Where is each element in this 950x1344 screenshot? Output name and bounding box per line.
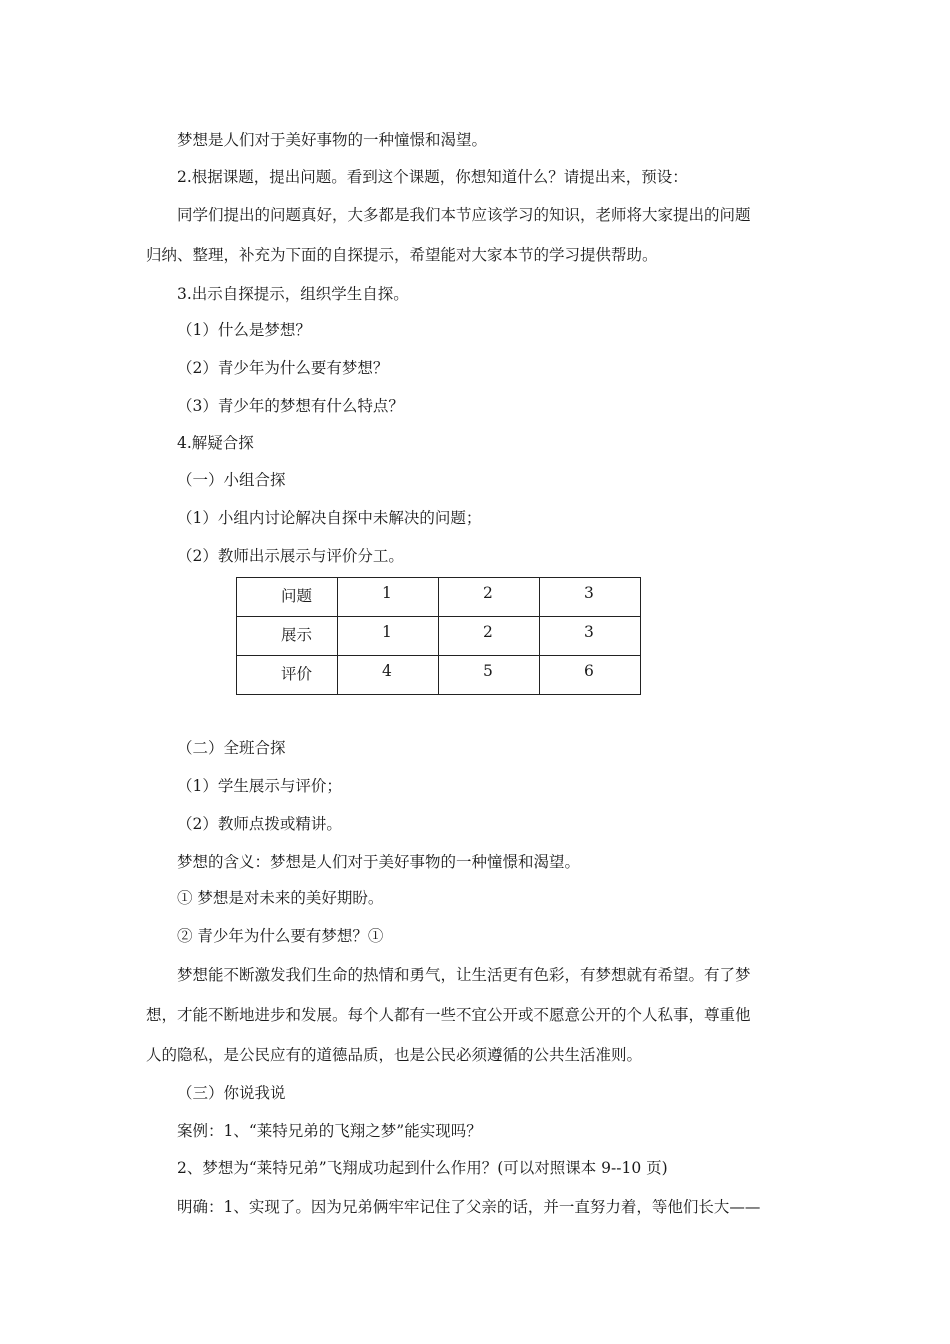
paragraph-line: 3.出示自探提示，组织学生自探。 — [177, 285, 409, 303]
paragraph-line: 同学们提出的问题真好，大多都是我们本节应该学习的知识，老师将大家提出的问题 — [177, 206, 751, 224]
list-item: （1）什么是梦想？ — [177, 321, 311, 339]
table-cell: 6 — [540, 656, 641, 695]
table-cell: 3 — [540, 617, 641, 656]
subsection-heading: （一）小组合探 — [177, 471, 286, 489]
paragraph-line: 明确：1、实现了。因为兄弟俩牢牢记住了父亲的话，并一直努力着，等他们长大—— — [177, 1198, 761, 1216]
subsection-heading: （二）全班合探 — [177, 739, 286, 757]
paragraph-line: 归纳、整理，补充为下面的自探提示，希望能对大家本节的学习提供帮助。 — [146, 246, 658, 264]
table-cell: 1 — [338, 578, 439, 617]
paragraph-line: 梦想是人们对于美好事物的一种憧憬和渴望。 — [177, 131, 488, 149]
paragraph-line: 想，才能不断地进步和发展。每个人都有一些不宜公开或不愿意公开的个人私事，尊重他 — [146, 1006, 751, 1024]
list-item: （2）青少年为什么要有梦想？ — [177, 359, 389, 377]
table-cell: 4 — [338, 656, 439, 695]
list-item: （2）教师点拨或精讲。 — [177, 815, 342, 833]
table-row — [237, 617, 641, 656]
list-item: （3）青少年的梦想有什么特点？ — [177, 397, 404, 415]
table-cell: 问题 — [237, 578, 338, 617]
section-heading: 4.解疑合探 — [177, 434, 254, 452]
assignment-table — [236, 577, 641, 695]
table-cell: 3 — [540, 578, 641, 617]
table-cell: 2 — [439, 578, 540, 617]
list-item: （2）教师出示展示与评价分工。 — [177, 547, 404, 565]
paragraph-line: 梦想的含义：梦想是人们对于美好事物的一种憧憬和渴望。 — [177, 853, 581, 871]
table-cell: 2 — [439, 617, 540, 656]
paragraph-line: 2.根据课题，提出问题。看到这个课题，你想知道什么？请提出来，预设： — [177, 168, 688, 186]
table-cell: 展示 — [237, 617, 338, 656]
list-item: （1）小组内讨论解决自探中未解决的问题； — [177, 509, 482, 527]
table-row — [237, 578, 641, 617]
list-item: ① 梦想是对未来的美好期盼。 — [177, 889, 384, 907]
paragraph-line: 人的隐私，是公民应有的道德品质，也是公民必须遵循的公共生活准则。 — [146, 1046, 643, 1064]
list-item: （1）学生展示与评价； — [177, 777, 342, 795]
subsection-heading: （三）你说我说 — [177, 1084, 286, 1102]
table-cell: 5 — [439, 656, 540, 695]
list-item: ② 青少年为什么要有梦想？① — [177, 927, 384, 945]
paragraph-line: 案例：1、“莱特兄弟的飞翔之梦”能实现吗？ — [177, 1122, 482, 1140]
table-cell: 1 — [338, 617, 439, 656]
table-row — [237, 656, 641, 695]
paragraph-line: 梦想能不断激发我们生命的热情和勇气，让生活更有色彩，有梦想就有希望。有了梦 — [177, 966, 751, 984]
paragraph-line: 2、梦想为“莱特兄弟”飞翔成功起到什么作用？(可以对照课本 9--10 页) — [177, 1159, 668, 1177]
table-cell: 评价 — [237, 656, 338, 695]
